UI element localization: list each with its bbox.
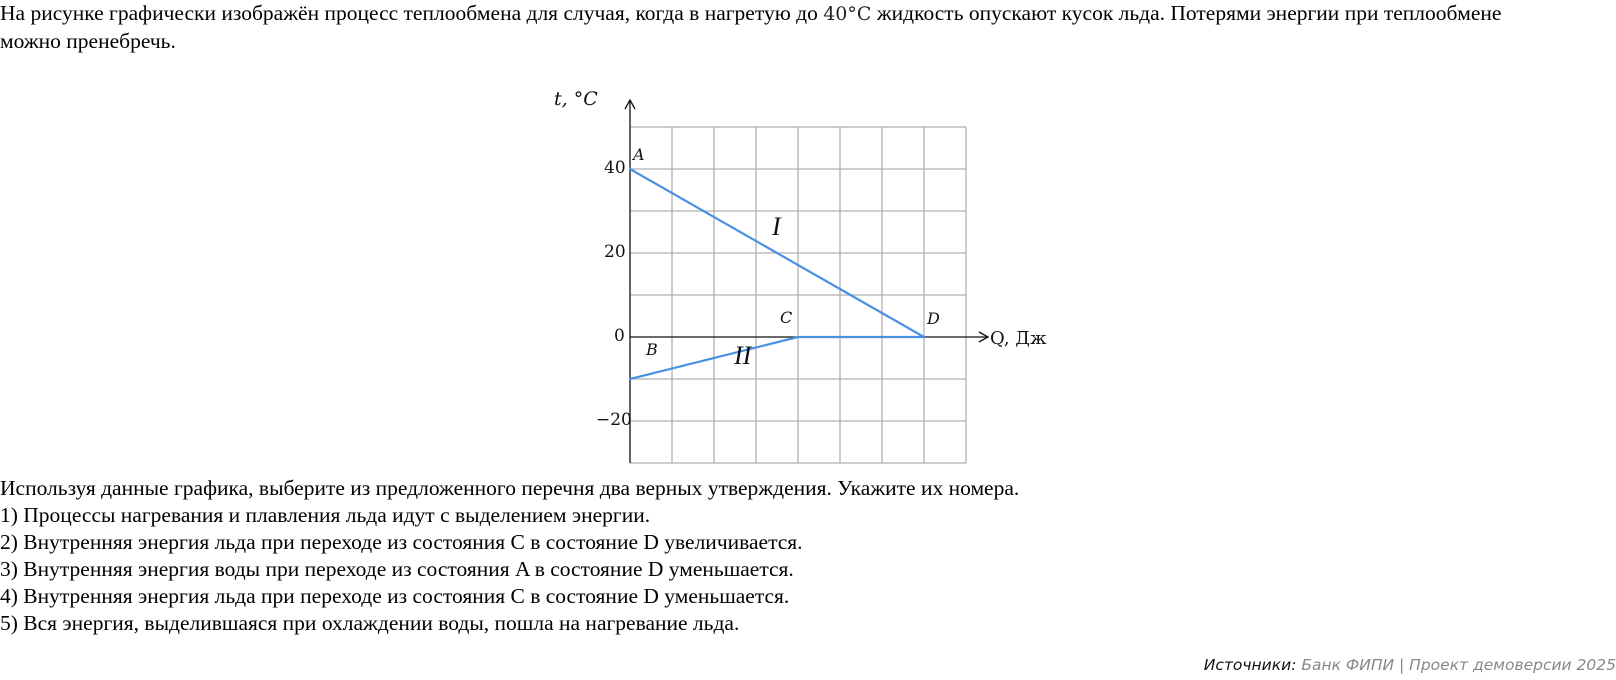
sources-label: Источники:: [1203, 656, 1297, 674]
y-tick-0: 0: [614, 326, 625, 346]
point-b-label: B: [646, 340, 658, 359]
intro-text: [0, 0, 1560, 55]
x-axis-label-text: Q, Дж: [990, 328, 1047, 349]
intro-text-after: жидкость опускают кусок льда. Потерями энергии при теплообмене можно пренебречь.: [0, 1, 1502, 53]
y-tick-20: 20: [604, 242, 626, 262]
option-4: 4) Внутренняя энергия льда при переходе из состояния C в состояние D уменьшается.: [0, 584, 790, 608]
option-2: 2) Внутренняя энергия льда при переходе из состояния C в состояние D увеличивается.: [0, 530, 803, 554]
segment-i-label: I: [772, 212, 781, 241]
axes: [625, 100, 988, 463]
temperature-heat-graph: [554, 80, 1060, 470]
temperature-value: 40°C: [823, 3, 872, 25]
y-axis-label: t, °C: [554, 88, 598, 110]
y-tick-40: 40: [604, 158, 626, 178]
graph-canvas: [560, 80, 1060, 470]
x-axis-label: [990, 330, 1047, 348]
sources-footer: [1204, 656, 1616, 674]
point-c-label: C: [780, 308, 793, 327]
option-5: 5) Вся энергия, выделившаяся при охлаждении воды, пошла на нагревание льда.: [0, 611, 740, 635]
option-3: 3) Внутренняя энергия воды при переходе из состояния A в состояние D уменьшается.: [0, 557, 794, 581]
intro-text-before: На рисунке графически изображён процесс теплообмена для случая, когда в нагретую до: [0, 1, 824, 25]
point-d-label: D: [927, 309, 940, 328]
segment-ii-label: II: [734, 341, 752, 370]
option-1: 1) Процессы нагревания и плавления льда идут с выделением энергии.: [0, 503, 651, 527]
y-tick-minus-20: −20: [596, 410, 632, 430]
sources-value: Банк ФИПИ | Проект демоверсии 2025: [1301, 656, 1616, 674]
question-prompt: Используя данные графика, выберите из предложенного перечня два верных утверждения. Укажите их номера.: [0, 476, 1020, 500]
point-a-label: A: [633, 145, 645, 164]
question-block: [0, 475, 1300, 637]
data-lines: [630, 169, 924, 379]
grid: [630, 127, 966, 463]
